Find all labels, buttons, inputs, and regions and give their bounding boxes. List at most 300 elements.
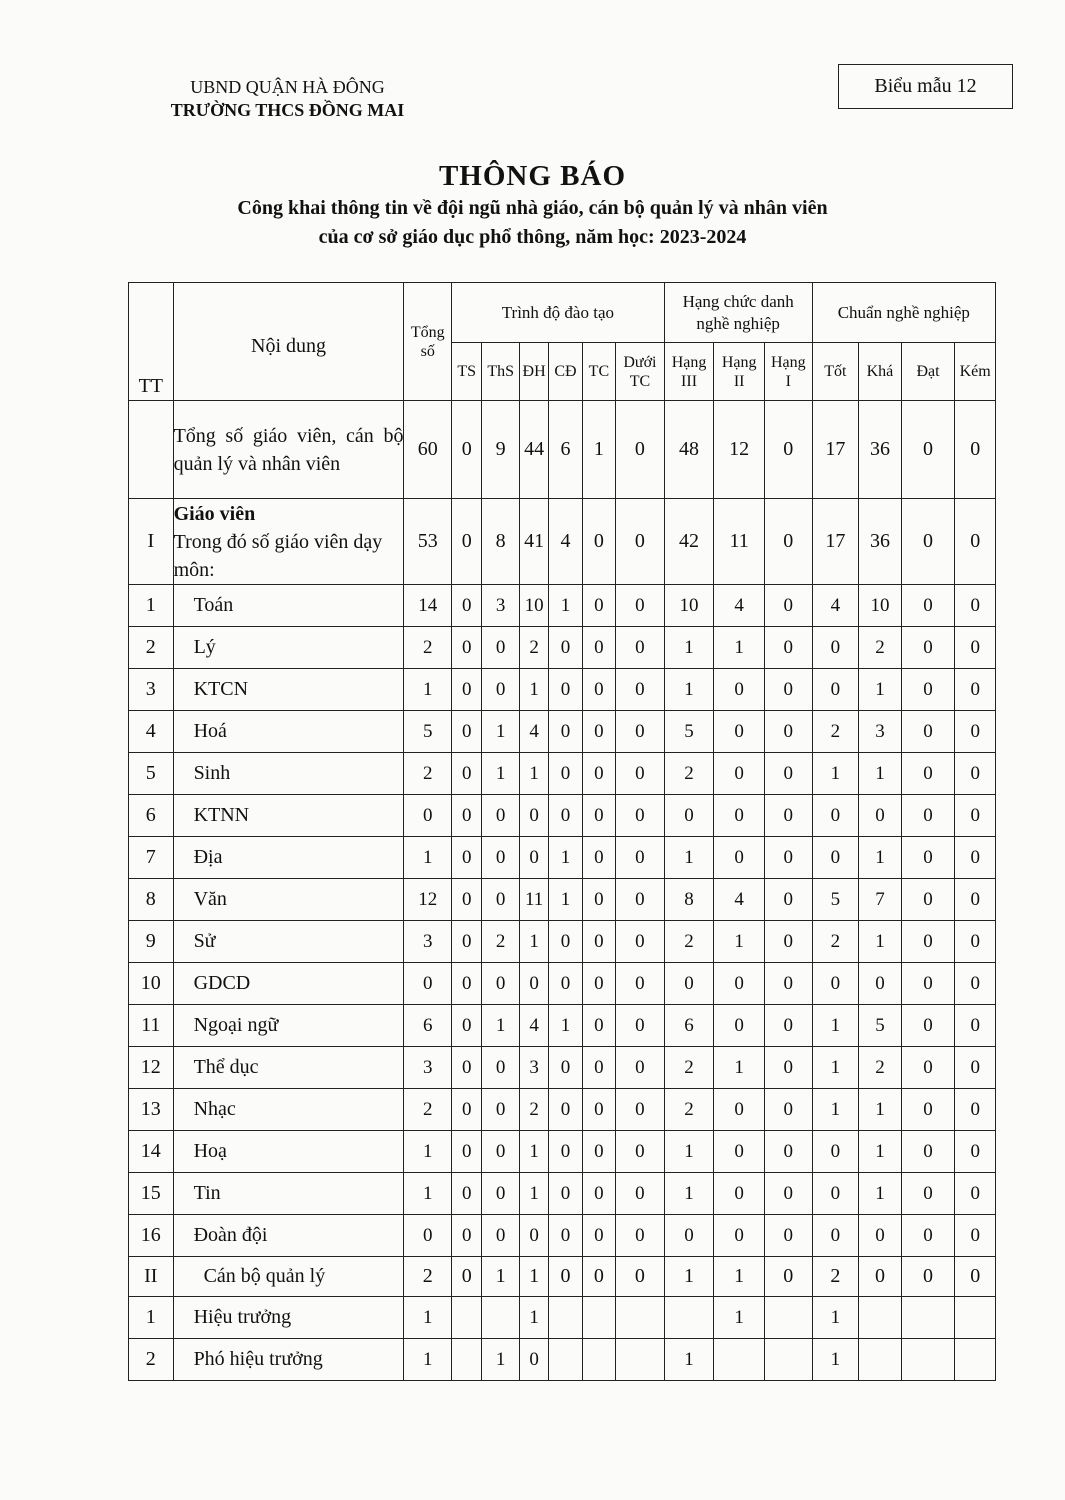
manager-value: 0 bbox=[519, 1339, 548, 1381]
subject-tt: 13 bbox=[129, 1089, 174, 1131]
summary-value: 0 bbox=[616, 401, 665, 499]
manager-value bbox=[549, 1297, 582, 1339]
subject-value: 0 bbox=[482, 1131, 519, 1173]
teachers-value: 0 bbox=[901, 499, 955, 585]
subject-value: 0 bbox=[452, 1131, 482, 1173]
manager-value bbox=[452, 1297, 482, 1339]
subject-value: 0 bbox=[582, 1089, 615, 1131]
summary-value: 9 bbox=[482, 401, 519, 499]
header-tc: TC bbox=[582, 343, 615, 401]
teachers-value: 11 bbox=[714, 499, 765, 585]
teachers-value: 0 bbox=[582, 499, 615, 585]
summary-value: 0 bbox=[955, 401, 996, 499]
subject-value: 1 bbox=[664, 1173, 714, 1215]
subject-name: Địa bbox=[173, 837, 404, 879]
subject-name: Toán bbox=[173, 585, 404, 627]
summary-value: 0 bbox=[901, 401, 955, 499]
summary-value: 60 bbox=[404, 401, 452, 499]
subject-value: 0 bbox=[616, 1215, 665, 1257]
subject-value: 2 bbox=[812, 711, 859, 753]
subject-value: 0 bbox=[582, 921, 615, 963]
subject-value: 1 bbox=[482, 711, 519, 753]
header-rank-2-line2: II bbox=[733, 372, 745, 390]
manager-value: 1 bbox=[714, 1297, 765, 1339]
subject-value: 0 bbox=[549, 711, 582, 753]
subject-value: 10 bbox=[859, 585, 902, 627]
manager-value bbox=[955, 1297, 996, 1339]
header-ts: TS bbox=[452, 343, 482, 401]
subject-value: 2 bbox=[859, 627, 902, 669]
subject-value: 10 bbox=[664, 585, 714, 627]
subject-value: 0 bbox=[955, 879, 996, 921]
subject-value: 0 bbox=[452, 1047, 482, 1089]
subject-value: 1 bbox=[664, 669, 714, 711]
header-weak: Kém bbox=[955, 343, 996, 401]
subject-value: 0 bbox=[901, 963, 955, 1005]
subject-name: Sinh bbox=[173, 753, 404, 795]
subject-tt: 12 bbox=[129, 1047, 174, 1089]
header-cd: CĐ bbox=[549, 343, 582, 401]
teachers-name-line1: Giáo viên bbox=[173, 502, 256, 525]
summary-value: 0 bbox=[452, 401, 482, 499]
summary-row bbox=[129, 401, 996, 499]
subject-value: 0 bbox=[452, 753, 482, 795]
subject-value: 0 bbox=[452, 795, 482, 837]
subject-value: 1 bbox=[859, 1089, 902, 1131]
manager-value bbox=[482, 1297, 519, 1339]
subject-value: 0 bbox=[404, 1215, 452, 1257]
subject-name: Lý bbox=[173, 627, 404, 669]
subject-value: 4 bbox=[714, 585, 765, 627]
manager-value bbox=[714, 1339, 765, 1381]
header-rank-3-line1: Hạng bbox=[671, 353, 707, 371]
subject-value: 0 bbox=[764, 1047, 812, 1089]
subject-value: 1 bbox=[404, 1131, 452, 1173]
subject-value: 0 bbox=[714, 1215, 765, 1257]
subject-value: 0 bbox=[452, 669, 482, 711]
subject-value: 0 bbox=[582, 1005, 615, 1047]
subject-value: 2 bbox=[859, 1047, 902, 1089]
subject-value: 1 bbox=[404, 1173, 452, 1215]
subject-value: 0 bbox=[812, 837, 859, 879]
subject-value: 0 bbox=[664, 963, 714, 1005]
subject-value: 0 bbox=[616, 921, 665, 963]
manager-value bbox=[859, 1297, 902, 1339]
manager-value: 1 bbox=[664, 1339, 714, 1381]
subject-value: 0 bbox=[616, 585, 665, 627]
subject-value: 0 bbox=[764, 1005, 812, 1047]
manager-tt: 1 bbox=[129, 1297, 174, 1339]
subject-value: 0 bbox=[901, 585, 955, 627]
subject-value: 0 bbox=[714, 753, 765, 795]
manager-value bbox=[664, 1297, 714, 1339]
subject-value: 3 bbox=[482, 585, 519, 627]
subject-value: 12 bbox=[404, 879, 452, 921]
document-subtitle-line1: Công khai thông tin về đội ngũ nhà giáo, cán bộ quản lý và nhân viên bbox=[237, 197, 828, 219]
subject-value: 0 bbox=[812, 963, 859, 1005]
manager-value: 1 bbox=[812, 1339, 859, 1381]
subject-name: Hoạ bbox=[173, 1131, 404, 1173]
subject-value: 0 bbox=[519, 837, 548, 879]
subject-value: 0 bbox=[549, 963, 582, 1005]
summary-value: 12 bbox=[714, 401, 765, 499]
subject-value: 0 bbox=[901, 879, 955, 921]
subject-value: 0 bbox=[482, 1089, 519, 1131]
subject-tt: 5 bbox=[129, 753, 174, 795]
subject-value: 1 bbox=[859, 1173, 902, 1215]
subject-value: 1 bbox=[859, 921, 902, 963]
subject-value: 0 bbox=[452, 837, 482, 879]
header-total-line1: Tổng bbox=[410, 324, 445, 341]
subject-value: 0 bbox=[616, 1047, 665, 1089]
manager-value: 1 bbox=[404, 1339, 452, 1381]
teachers-tt: I bbox=[129, 499, 174, 585]
manager-value bbox=[549, 1339, 582, 1381]
subject-value: 0 bbox=[482, 963, 519, 1005]
managers-value: 1 bbox=[714, 1257, 765, 1297]
subject-name: Ngoại ngữ bbox=[173, 1005, 404, 1047]
manager-value: 1 bbox=[519, 1297, 548, 1339]
teachers-name bbox=[173, 499, 404, 585]
subject-value: 0 bbox=[955, 753, 996, 795]
subject-value: 0 bbox=[901, 1005, 955, 1047]
managers-value: 2 bbox=[404, 1257, 452, 1297]
subject-value: 0 bbox=[955, 669, 996, 711]
subject-value: 0 bbox=[901, 669, 955, 711]
header-professional-rank bbox=[664, 283, 812, 343]
subject-value: 4 bbox=[714, 879, 765, 921]
managers-value: 1 bbox=[664, 1257, 714, 1297]
subject-value: 0 bbox=[955, 795, 996, 837]
subject-row bbox=[129, 1047, 996, 1089]
summary-value: 36 bbox=[859, 401, 902, 499]
subject-value: 0 bbox=[582, 1131, 615, 1173]
manager-tt: 2 bbox=[129, 1339, 174, 1381]
teachers-value: 4 bbox=[549, 499, 582, 585]
subject-value: 0 bbox=[764, 711, 812, 753]
subject-value: 0 bbox=[582, 753, 615, 795]
header-rank-2-line1: Hạng bbox=[721, 353, 757, 371]
managers-tt: II bbox=[129, 1257, 174, 1297]
header-dh: ĐH bbox=[519, 343, 548, 401]
subject-value: 0 bbox=[582, 1047, 615, 1089]
subject-value: 0 bbox=[549, 1131, 582, 1173]
subject-value: 0 bbox=[955, 1047, 996, 1089]
managers-value: 0 bbox=[452, 1257, 482, 1297]
issuing-agency-block bbox=[150, 76, 425, 122]
subject-tt: 8 bbox=[129, 879, 174, 921]
subject-value: 0 bbox=[714, 1089, 765, 1131]
subject-value: 0 bbox=[714, 1173, 765, 1215]
managers-value: 0 bbox=[901, 1257, 955, 1297]
subject-value: 0 bbox=[616, 627, 665, 669]
manager-name: Phó hiệu trưởng bbox=[173, 1339, 404, 1381]
subject-value: 1 bbox=[812, 753, 859, 795]
subject-value: 0 bbox=[582, 837, 615, 879]
teachers-value: 17 bbox=[812, 499, 859, 585]
subject-value: 0 bbox=[812, 1131, 859, 1173]
teachers-name-line2: Trong đó số giáo viên dạy môn: bbox=[173, 530, 383, 581]
subject-name: Hoá bbox=[173, 711, 404, 753]
header-rank-3 bbox=[664, 343, 714, 401]
subject-value: 2 bbox=[404, 627, 452, 669]
subject-tt: 1 bbox=[129, 585, 174, 627]
header-total bbox=[404, 283, 452, 401]
header-rank-2 bbox=[714, 343, 765, 401]
subject-value: 0 bbox=[519, 963, 548, 1005]
subject-value: 0 bbox=[616, 837, 665, 879]
subject-value: 5 bbox=[859, 1005, 902, 1047]
subject-row bbox=[129, 627, 996, 669]
subject-value: 1 bbox=[549, 1005, 582, 1047]
subject-value: 2 bbox=[519, 627, 548, 669]
subject-value: 0 bbox=[519, 795, 548, 837]
subject-value: 1 bbox=[714, 627, 765, 669]
subject-row bbox=[129, 1131, 996, 1173]
subject-value: 7 bbox=[859, 879, 902, 921]
subject-value: 0 bbox=[404, 795, 452, 837]
subject-value: 4 bbox=[519, 711, 548, 753]
document-subtitle-line2: của cơ sở giáo dục phổ thông, năm học: 2023-2024 bbox=[318, 226, 747, 248]
subject-value: 0 bbox=[404, 963, 452, 1005]
subject-value: 0 bbox=[859, 1215, 902, 1257]
subject-value: 0 bbox=[482, 879, 519, 921]
header-ths: ThS bbox=[482, 343, 519, 401]
subject-value: 0 bbox=[764, 627, 812, 669]
managers-row bbox=[129, 1257, 996, 1297]
teachers-value: 42 bbox=[664, 499, 714, 585]
subject-value: 2 bbox=[404, 1089, 452, 1131]
subject-value: 2 bbox=[404, 753, 452, 795]
subject-tt: 6 bbox=[129, 795, 174, 837]
subject-value: 0 bbox=[955, 711, 996, 753]
subject-value: 1 bbox=[714, 1047, 765, 1089]
subject-row bbox=[129, 1089, 996, 1131]
subject-value: 0 bbox=[482, 1173, 519, 1215]
subject-value: 2 bbox=[664, 1089, 714, 1131]
subject-value: 0 bbox=[582, 669, 615, 711]
subject-value: 0 bbox=[616, 1173, 665, 1215]
subject-value: 0 bbox=[955, 627, 996, 669]
subject-value: 0 bbox=[452, 921, 482, 963]
subject-value: 1 bbox=[519, 669, 548, 711]
header-under-tc bbox=[616, 343, 665, 401]
subject-value: 3 bbox=[519, 1047, 548, 1089]
subject-value: 2 bbox=[519, 1089, 548, 1131]
subject-tt: 9 bbox=[129, 921, 174, 963]
managers-value: 0 bbox=[955, 1257, 996, 1297]
subject-value: 0 bbox=[714, 963, 765, 1005]
subject-value: 0 bbox=[452, 627, 482, 669]
subject-value: 0 bbox=[582, 879, 615, 921]
subject-row bbox=[129, 879, 996, 921]
managers-value: 0 bbox=[764, 1257, 812, 1297]
subject-value: 0 bbox=[664, 795, 714, 837]
subject-value: 0 bbox=[616, 1131, 665, 1173]
header-content: Nội dung bbox=[173, 283, 404, 401]
summary-value: 1 bbox=[582, 401, 615, 499]
subject-value: 0 bbox=[482, 795, 519, 837]
manager-row bbox=[129, 1339, 996, 1381]
subject-value: 0 bbox=[901, 753, 955, 795]
header-training-level: Trình độ đào tạo bbox=[452, 283, 665, 343]
subject-value: 4 bbox=[519, 1005, 548, 1047]
subject-value: 0 bbox=[764, 837, 812, 879]
subject-value: 5 bbox=[812, 879, 859, 921]
subject-value: 0 bbox=[812, 669, 859, 711]
subject-value: 0 bbox=[549, 627, 582, 669]
manager-row bbox=[129, 1297, 996, 1339]
manager-value: 1 bbox=[404, 1297, 452, 1339]
subject-name: Nhạc bbox=[173, 1089, 404, 1131]
subject-value: 0 bbox=[812, 1173, 859, 1215]
managers-value: 0 bbox=[616, 1257, 665, 1297]
summary-value: 48 bbox=[664, 401, 714, 499]
subject-value: 0 bbox=[519, 1215, 548, 1257]
manager-value bbox=[764, 1339, 812, 1381]
managers-name: Cán bộ quản lý bbox=[173, 1257, 404, 1297]
subject-value: 1 bbox=[404, 837, 452, 879]
summary-name: Tổng số giáo viên, cán bộ quản lý và nhân viên bbox=[173, 401, 404, 499]
summary-value: 0 bbox=[764, 401, 812, 499]
subject-value: 0 bbox=[452, 1173, 482, 1215]
managers-value: 1 bbox=[482, 1257, 519, 1297]
subject-value: 0 bbox=[549, 1215, 582, 1257]
subject-value: 1 bbox=[859, 837, 902, 879]
managers-value: 0 bbox=[859, 1257, 902, 1297]
subject-value: 0 bbox=[901, 1131, 955, 1173]
subject-row bbox=[129, 1005, 996, 1047]
subject-row bbox=[129, 753, 996, 795]
manager-value bbox=[582, 1297, 615, 1339]
subject-value: 0 bbox=[955, 1173, 996, 1215]
subject-value: 0 bbox=[714, 1005, 765, 1047]
subject-value: 0 bbox=[901, 1173, 955, 1215]
subject-value: 0 bbox=[452, 585, 482, 627]
subject-value: 2 bbox=[664, 753, 714, 795]
form-number-label: Biểu mẫu 12 bbox=[838, 64, 1013, 109]
header-professional-standard: Chuẩn nghề nghiệp bbox=[812, 283, 995, 343]
manager-value bbox=[616, 1339, 665, 1381]
subject-name: GDCD bbox=[173, 963, 404, 1005]
subject-value: 1 bbox=[714, 921, 765, 963]
subject-row bbox=[129, 585, 996, 627]
manager-value bbox=[616, 1297, 665, 1339]
summary-value: 6 bbox=[549, 401, 582, 499]
subject-value: 0 bbox=[482, 1215, 519, 1257]
subject-value: 10 bbox=[519, 585, 548, 627]
subject-tt: 4 bbox=[129, 711, 174, 753]
subject-value: 3 bbox=[404, 1047, 452, 1089]
subject-value: 0 bbox=[955, 1131, 996, 1173]
subject-value: 0 bbox=[812, 627, 859, 669]
header-tt: TT bbox=[129, 283, 174, 401]
subject-value: 14 bbox=[404, 585, 452, 627]
subject-value: 0 bbox=[764, 1131, 812, 1173]
subject-value: 0 bbox=[616, 1005, 665, 1047]
header-good: Tốt bbox=[812, 343, 859, 401]
subject-tt: 3 bbox=[129, 669, 174, 711]
subject-name: KTNN bbox=[173, 795, 404, 837]
subject-tt: 16 bbox=[129, 1215, 174, 1257]
subject-value: 0 bbox=[582, 627, 615, 669]
header-total-line2: số bbox=[420, 343, 435, 360]
subject-value: 1 bbox=[404, 669, 452, 711]
header-rank-1 bbox=[764, 343, 812, 401]
managers-value: 0 bbox=[582, 1257, 615, 1297]
manager-value: 1 bbox=[482, 1339, 519, 1381]
subject-value: 0 bbox=[764, 1089, 812, 1131]
subject-tt: 14 bbox=[129, 1131, 174, 1173]
subject-row bbox=[129, 963, 996, 1005]
manager-value bbox=[764, 1297, 812, 1339]
subject-tt: 7 bbox=[129, 837, 174, 879]
manager-value bbox=[452, 1339, 482, 1381]
subject-row bbox=[129, 1173, 996, 1215]
subject-value: 1 bbox=[664, 627, 714, 669]
subject-value: 0 bbox=[764, 921, 812, 963]
subject-value: 1 bbox=[519, 753, 548, 795]
subject-value: 0 bbox=[714, 1131, 765, 1173]
subject-row bbox=[129, 795, 996, 837]
manager-value bbox=[901, 1339, 955, 1381]
subject-value: 1 bbox=[519, 1173, 548, 1215]
subject-tt: 2 bbox=[129, 627, 174, 669]
subject-row bbox=[129, 711, 996, 753]
table-body bbox=[129, 401, 996, 1381]
subject-value: 0 bbox=[452, 963, 482, 1005]
agency-name: UBND QUẬN HÀ ĐÔNG bbox=[190, 77, 385, 97]
subject-value: 0 bbox=[764, 753, 812, 795]
subject-value: 0 bbox=[901, 711, 955, 753]
subject-value: 0 bbox=[901, 1215, 955, 1257]
subject-value: 1 bbox=[549, 585, 582, 627]
subject-value: 0 bbox=[616, 711, 665, 753]
subject-value: 0 bbox=[714, 669, 765, 711]
subject-value: 6 bbox=[664, 1005, 714, 1047]
header-fair: Khá bbox=[859, 343, 902, 401]
subject-value: 0 bbox=[482, 1047, 519, 1089]
subject-value: 8 bbox=[664, 879, 714, 921]
subject-value: 1 bbox=[482, 1005, 519, 1047]
subject-value: 0 bbox=[549, 669, 582, 711]
teachers-value: 53 bbox=[404, 499, 452, 585]
managers-value: 1 bbox=[519, 1257, 548, 1297]
subject-value: 0 bbox=[764, 795, 812, 837]
subject-tt: 15 bbox=[129, 1173, 174, 1215]
subject-value: 0 bbox=[452, 711, 482, 753]
subject-value: 0 bbox=[452, 879, 482, 921]
subject-name: Thể dục bbox=[173, 1047, 404, 1089]
header-rank-line1: Hạng chức danh bbox=[682, 291, 794, 311]
subject-value: 1 bbox=[812, 1005, 859, 1047]
subject-value: 0 bbox=[764, 963, 812, 1005]
subject-value: 0 bbox=[764, 1215, 812, 1257]
subject-value: 0 bbox=[582, 711, 615, 753]
subject-name: Đoàn đội bbox=[173, 1215, 404, 1257]
subject-value: 0 bbox=[901, 921, 955, 963]
manager-name: Hiệu trưởng bbox=[173, 1297, 404, 1339]
subject-value: 0 bbox=[664, 1215, 714, 1257]
subject-value: 0 bbox=[812, 795, 859, 837]
subject-value: 0 bbox=[901, 1089, 955, 1131]
subject-value: 0 bbox=[482, 669, 519, 711]
subject-value: 0 bbox=[549, 1173, 582, 1215]
subject-value: 0 bbox=[901, 837, 955, 879]
managers-value: 0 bbox=[549, 1257, 582, 1297]
subject-value: 0 bbox=[482, 627, 519, 669]
subject-value: 0 bbox=[582, 585, 615, 627]
